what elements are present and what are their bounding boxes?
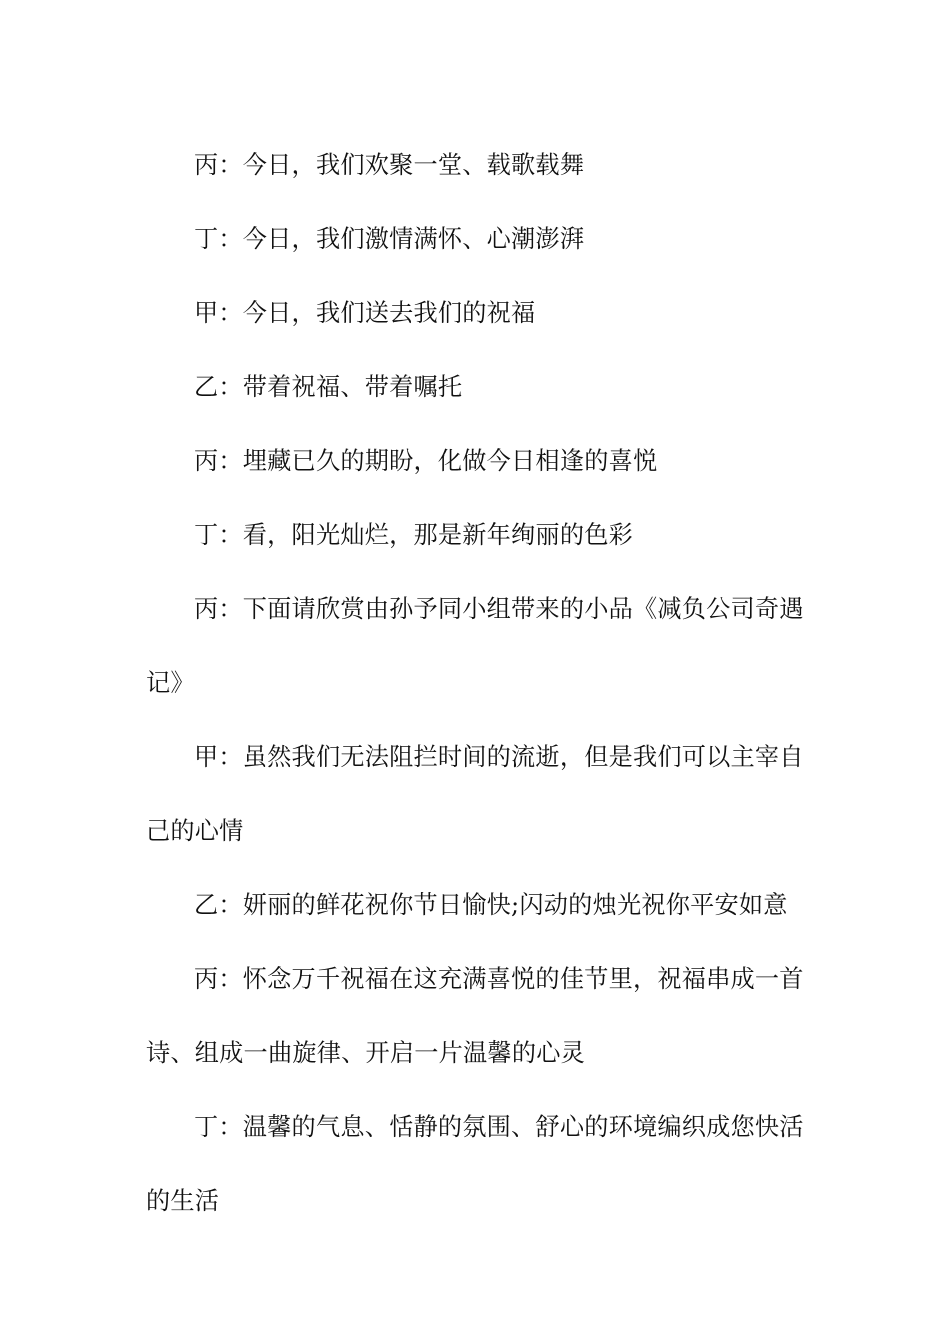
paragraph-10: 丙：怀念万千祝福在这充满喜悦的佳节里，祝福串成一首诗、组成一曲旋律、开启一片温馨的心灵 [146, 965, 804, 1067]
paragraph-11: 丁：温馨的气息、恬静的氛围、舒心的环境编织成您快活的生活 [146, 1113, 804, 1215]
paragraph-7: 丙：下面请欣赏由孙予同小组带来的小品《减负公司奇遇记》 [146, 595, 804, 697]
document-body [146, 128, 806, 1238]
paragraph-6: 丁：看，阳光灿烂，那是新年绚丽的色彩 [194, 521, 633, 549]
paragraph-3: 甲：今日，我们送去我们的祝福 [194, 299, 536, 327]
paragraph-2: 丁：今日，我们激情满怀、心潮澎湃 [194, 225, 585, 253]
paragraph-4: 乙：带着祝福、带着嘱托 [194, 373, 463, 401]
paragraph-9: 乙：妍丽的鲜花祝你节日愉快;闪动的烛光祝你平安如意 [194, 891, 788, 919]
paragraph-1: 丙：今日，我们欢聚一堂、载歌载舞 [194, 151, 585, 179]
paragraph-5: 丙：埋藏已久的期盼，化做今日相逢的喜悦 [194, 447, 658, 475]
paragraph-8: 甲：虽然我们无法阻拦时间的流逝，但是我们可以主宰自己的心情 [146, 743, 804, 845]
